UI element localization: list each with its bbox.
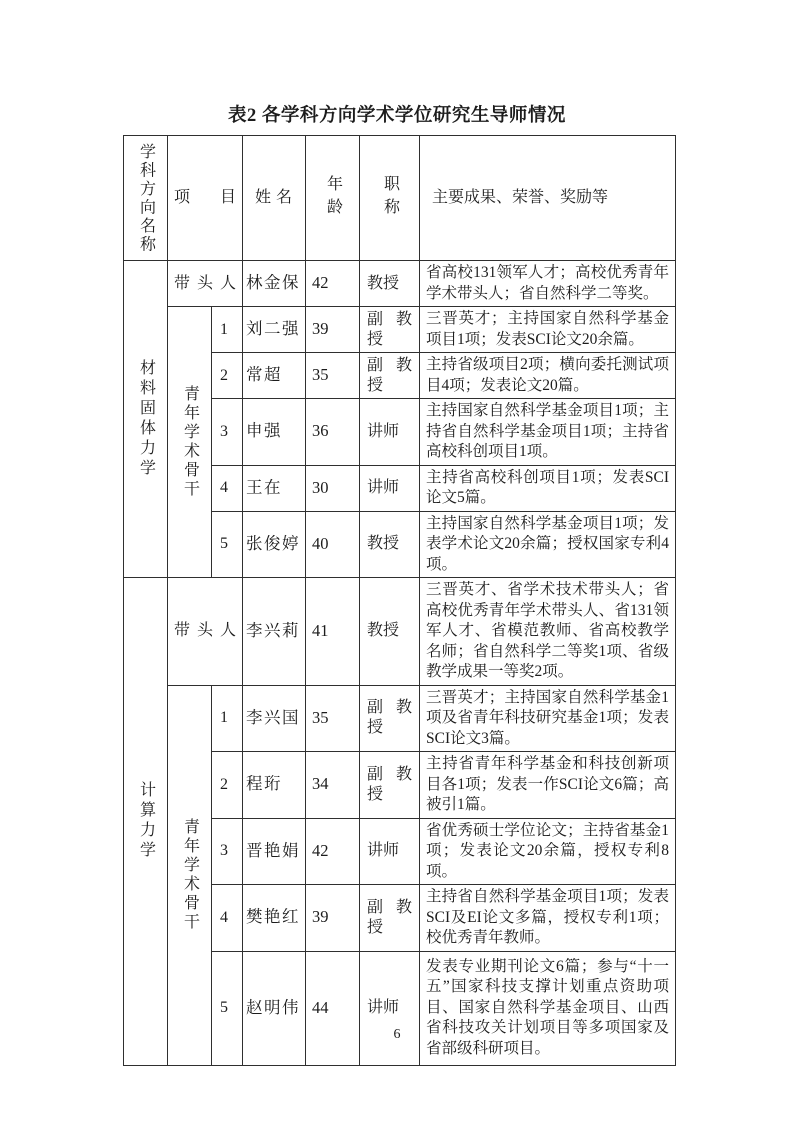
title-cell: 教授 [360,512,420,579]
page-number: 6 [393,1027,401,1042]
col-header-age: 年龄 [306,136,360,261]
name-cell: 李兴国 [243,686,306,753]
achievements-cell: 三晋英才、省学术技术带头人；省高校优秀青年学术带头人、省131领军人才、省模范教师、省高校教学名师；省自然科学二等奖1项、省级教学成果一等奖2项。 [420,578,676,686]
age-cell: 39 [306,307,360,353]
name-cell: 刘二强 [243,307,306,353]
title-cell: 副教授 [360,885,420,952]
category-backbone-cell: 青年学术骨干 [168,686,212,1066]
age-cell: 35 [306,686,360,753]
index-cell: 1 [212,686,243,753]
name-cell: 王在 [243,466,306,512]
name-cell: 李兴莉 [243,578,306,686]
index-cell: 3 [212,819,243,886]
achievements-cell: 主持国家自然科学基金项目1项；主持省自然科学基金项目1项；主持省高校科创项目1项。 [420,399,676,466]
age-cell: 42 [306,261,360,307]
discipline-cell: 计算力学 [124,578,168,1066]
col-header-achievements: 主要成果、荣誉、奖励等 [420,136,676,261]
title-cell: 副教授 [360,752,420,819]
col-header-category: 项目 [168,136,243,261]
age-cell: 35 [306,353,360,399]
age-cell: 39 [306,885,360,952]
name-cell: 樊艳红 [243,885,306,952]
age-cell: 42 [306,819,360,886]
discipline-cell: 材料固体力学 [124,261,168,578]
name-cell: 张俊婷 [243,512,306,579]
index-cell: 2 [212,752,243,819]
achievements-cell: 主持省高校科创项目1项；发表SCI论文5篇。 [420,466,676,512]
age-cell: 44 [306,952,360,1066]
title-cell: 讲师 [360,952,420,1066]
category-backbone-cell: 青年学术骨干 [168,307,212,578]
achievements-cell: 三晋英才；主持国家自然科学基金1项及省青年科技研究基金1项；发表SCI论文3篇。 [420,686,676,753]
title-cell: 教授 [360,261,420,307]
age-cell: 30 [306,466,360,512]
name-cell: 程珩 [243,752,306,819]
name-cell: 常超 [243,353,306,399]
achievements-cell: 主持省青年科学基金和科技创新项目各1项；发表一作SCI论文6篇；高被引1篇。 [420,752,676,819]
age-cell: 36 [306,399,360,466]
index-cell: 3 [212,399,243,466]
index-cell: 4 [212,466,243,512]
name-cell: 林金保 [243,261,306,307]
achievements-cell: 三晋英才；主持国家自然科学基金项目1项；发表SCI论文20余篇。 [420,307,676,353]
achievements-cell: 省高校131领军人才；高校优秀青年学术带头人；省自然科学二等奖。 [420,261,676,307]
age-cell: 41 [306,578,360,686]
supervisors-table [123,135,676,1066]
age-cell: 34 [306,752,360,819]
title-cell: 讲师 [360,819,420,886]
index-cell: 4 [212,885,243,952]
col-header-discipline: 学科方向名称 [124,136,168,261]
title-cell: 副教授 [360,686,420,753]
index-cell: 2 [212,353,243,399]
title-cell: 教授 [360,578,420,686]
table-title: 表2 各学科方向学术学位研究生导师情况 [228,106,566,126]
achievements-cell: 主持省自然科学基金项目1项；发表SCI及EI论文多篇，授权专利1项；校优秀青年教师。 [420,885,676,952]
name-cell: 赵明伟 [243,952,306,1066]
title-cell: 讲师 [360,466,420,512]
col-header-name: 姓名 [243,136,306,261]
name-cell: 申强 [243,399,306,466]
achievements-cell: 省优秀硕士学位论文；主持省基金1项；发表论文20余篇，授权专利8项。 [420,819,676,886]
name-cell: 晋艳娟 [243,819,306,886]
category-leader-cell: 带头人 [168,261,243,307]
index-cell: 1 [212,307,243,353]
index-cell: 5 [212,512,243,579]
age-cell: 40 [306,512,360,579]
title-cell: 讲师 [360,399,420,466]
achievements-cell: 发表专业期刊论文6篇；参与“十一五”国家科技支撑计划重点资助项目、国家自然科学基金项目、山西省科技攻关计划项目等多项国家及省部级科研项目。 [420,952,676,1066]
title-cell: 副教授 [360,307,420,353]
category-leader-cell: 带头人 [168,578,243,686]
achievements-cell: 主持省级项目2项；横向委托测试项目4项；发表论文20篇。 [420,353,676,399]
col-header-title: 职称 [360,136,420,261]
achievements-cell: 主持国家自然科学基金项目1项；发表学术论文20余篇；授权国家专利4项。 [420,512,676,579]
index-cell: 5 [212,952,243,1066]
title-cell: 副教授 [360,353,420,399]
